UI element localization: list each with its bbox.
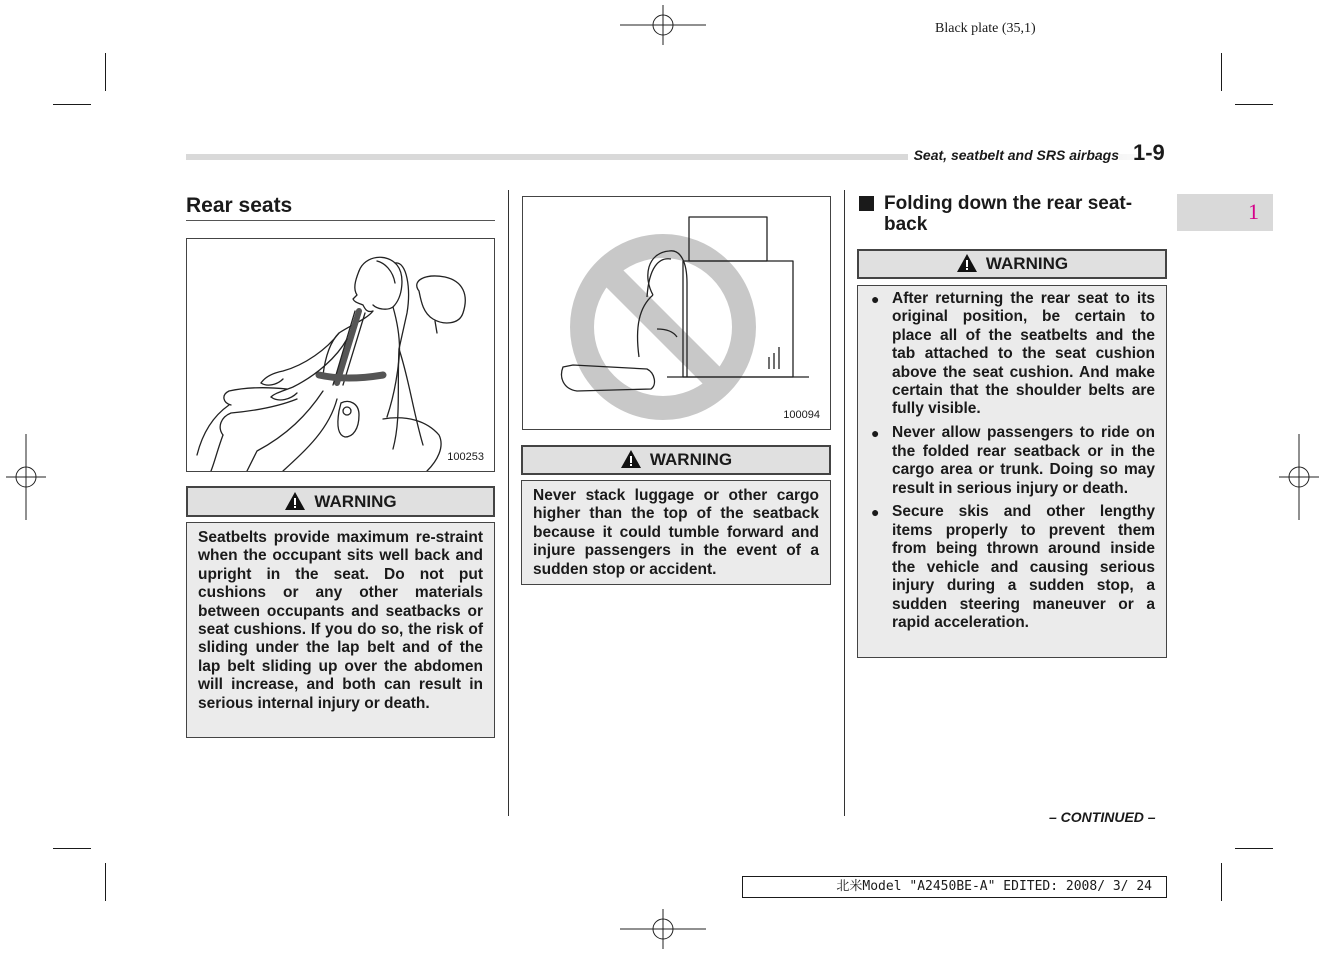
black-square-icon	[859, 196, 874, 211]
section-title-rear-seats: Rear seats	[186, 194, 293, 217]
warning-triangle-icon	[956, 253, 978, 273]
chapter-tab	[1177, 194, 1273, 231]
subsection-title-text: Folding down the rear seat-back	[884, 193, 1133, 235]
warning-label: WARNING	[649, 450, 733, 469]
list-item	[869, 503, 1155, 632]
registration-mark-bottom	[620, 909, 706, 949]
plate-label: Black plate (35,1)	[935, 21, 1036, 36]
footer-edit-info: 北米Model "A2450BE-A" EDITED: 2008/ 3/ 24	[742, 876, 1167, 898]
page-number: 1-9	[1133, 140, 1165, 165]
header-section-title: Seat, seatbelt and SRS airbags	[908, 147, 1119, 163]
warning-header	[186, 486, 495, 517]
figure-no-stacking-cargo	[522, 196, 831, 430]
bullet-text: Secure skis and other lengthy items properly to prevent them from being thrown around inside the vehicle and causing serious injury during a sudden stop, a sudden steering maneuver or a rapid acceleration.	[892, 503, 1155, 631]
column-separator	[844, 190, 845, 816]
figure-seated-passenger	[186, 238, 495, 472]
warning-bullet-list	[869, 290, 1155, 632]
warning-text: Seatbelts provide maximum re-straint when the occupant sits well back and upright in the seat. Do not put cushions or any other materials between occupants and seatbacks or seat cushions. If you do so, the risk of sliding under the lap belt and of the lap belt sliding up over the abdomen will increase, and both can result in serious internal injury or death.	[198, 529, 483, 712]
warning-label: WARNING	[314, 492, 397, 511]
continued-label: – CONTINUED –	[1049, 809, 1156, 825]
warning-text-box	[186, 522, 495, 738]
subsection-title-folding-seatback	[859, 193, 1159, 235]
list-item	[869, 424, 1155, 498]
warning-text-box	[521, 480, 831, 585]
bullet-dot-icon: ●	[871, 425, 880, 442]
chapter-tab-number: 1	[1248, 199, 1259, 224]
list-item	[869, 290, 1155, 419]
warning-text: Never stack luggage or other cargo higher than the top of the seatback because it could tumble forward and injure passengers in the event of a sudden stop or accident.	[533, 487, 819, 578]
no-cargo-stacking-illustration	[523, 197, 830, 429]
section-rule	[186, 220, 495, 221]
registration-mark-top	[620, 5, 706, 45]
bullet-text: After returning the rear seat to its original position, be certain to place all of the seatbelts and the tab attached to the seat cushion above the seat cushion. And make certain that the shoulder belts are fully visible.	[892, 290, 1155, 418]
registration-mark-right	[1279, 434, 1319, 520]
bullet-dot-icon: ●	[871, 291, 880, 307]
bullet-dot-icon: ●	[871, 504, 880, 521]
warning-triangle-icon	[284, 491, 306, 511]
registration-mark-left	[6, 434, 46, 520]
figure-number: 100253	[447, 451, 484, 463]
column-separator	[508, 190, 509, 816]
figure-number: 100094	[783, 409, 820, 421]
seated-passenger-illustration	[187, 239, 494, 471]
warning-label: WARNING	[985, 254, 1069, 273]
warning-header	[857, 249, 1167, 279]
warning-text-box	[857, 285, 1167, 658]
bullet-text: Never allow passengers to ride on the folded rear seatback or in the cargo area or trunk. Doing so may result in serious injury or death.	[892, 424, 1155, 497]
warning-triangle-icon	[620, 449, 642, 469]
warning-header	[521, 445, 831, 475]
